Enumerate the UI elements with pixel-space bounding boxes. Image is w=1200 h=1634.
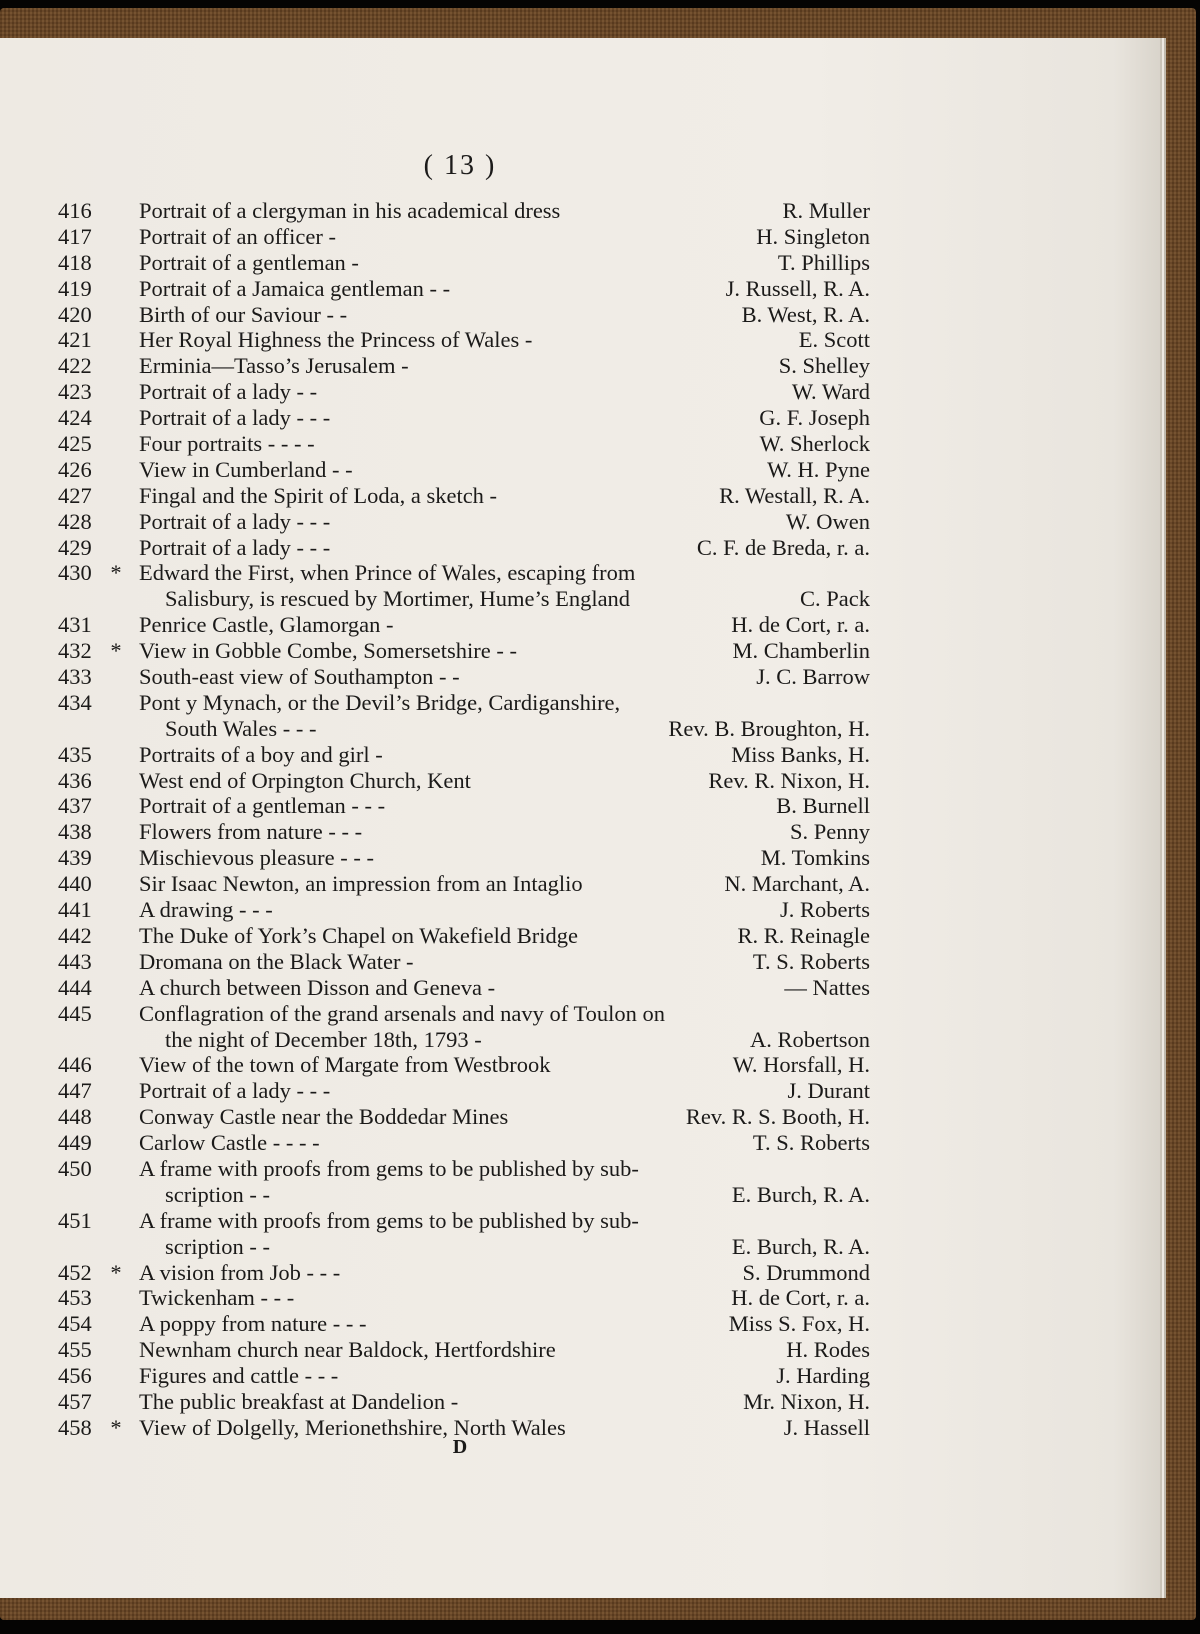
entry-artist: Rev. B. Broughton, H. (668, 715, 870, 741)
entry-artist: R. R. Reinagle (737, 922, 870, 948)
new-exhibitor-mark: * (110, 1414, 122, 1440)
entry-number: 442 (58, 922, 92, 948)
entry-artist: B. West, R. A. (741, 301, 870, 327)
catalogue-entry (58, 1052, 870, 1078)
entry-title: Pont y Mynach, or the Devil’s Bridge, Cardiganshire, (139, 689, 621, 715)
entry-number: 424 (58, 405, 92, 431)
catalogue-entry (58, 198, 870, 224)
entry-title: View in Cumberland - - (139, 456, 353, 482)
entry-number: 437 (58, 793, 92, 819)
entry-artist: J. Roberts (780, 897, 870, 923)
entry-artist: N. Marchant, A. (724, 871, 870, 897)
entry-artist: J. Durant (787, 1078, 870, 1104)
new-exhibitor-mark: * (110, 638, 122, 664)
entry-number: 458 (58, 1414, 92, 1440)
entry-title: Figures and cattle - - - (139, 1363, 339, 1389)
entry-artist: M. Chamberlin (732, 638, 870, 664)
entry-number: 418 (58, 249, 92, 275)
entry-title: West end of Orpington Church, Kent (139, 767, 471, 793)
entry-artist: Rev. R. Nixon, H. (708, 767, 870, 793)
entry-title: South-east view of Southampton - - (139, 664, 460, 690)
catalogue-entry (58, 1078, 870, 1104)
entry-artist: C. Pack (800, 586, 870, 612)
entry-title: Portrait of a clergyman in his academical dress (139, 198, 561, 223)
entry-title: A drawing - - - (139, 897, 273, 923)
entry-title: Birth of our Saviour - - (139, 301, 348, 327)
catalogue-entry (58, 250, 870, 276)
catalogue-entry-continuation (58, 716, 870, 742)
catalogue-entry (58, 302, 870, 328)
entry-number: 457 (58, 1388, 92, 1414)
catalogue-entry-continuation (58, 1234, 870, 1260)
entry-number: 435 (58, 741, 92, 767)
entry-artist: Miss Banks, H. (731, 741, 870, 767)
catalogue-entry (58, 1363, 870, 1389)
entry-artist: Mr. Nixon, H. (743, 1388, 870, 1414)
catalogue-entry (58, 1311, 870, 1337)
entry-artist: — Nattes (784, 974, 870, 1000)
entry-title: Mischievous pleasure - - - (139, 845, 374, 871)
entry-number: 454 (58, 1311, 92, 1337)
entry-artist: E. Burch, R. A. (731, 1233, 870, 1259)
entry-title: scription - - (165, 1181, 270, 1207)
entry-artist: H. de Cort, r. a. (731, 612, 870, 638)
entry-title: Sir Isaac Newton, an impression from an Intaglio (139, 871, 583, 897)
entry-number: 432 (58, 638, 92, 664)
entry-number: 447 (58, 1078, 92, 1104)
entry-number: 430 (58, 560, 92, 586)
entry-title: scription - - (165, 1233, 270, 1259)
entry-artist: S. Drummond (742, 1259, 870, 1285)
entry-artist: W. Sherlock (759, 431, 870, 457)
entry-number: 425 (58, 431, 92, 457)
entry-artist: E. Burch, R. A. (731, 1181, 870, 1207)
entry-artist: A. Robertson (750, 1026, 870, 1052)
catalogue-entry (58, 509, 870, 535)
entry-artist: J. C. Barrow (756, 664, 870, 690)
entry-number: 451 (58, 1207, 92, 1233)
entry-number: 456 (58, 1363, 92, 1389)
catalogue-entry (58, 560, 870, 586)
entry-artist: J. Hassell (783, 1414, 870, 1440)
catalogue-entry (58, 1130, 870, 1156)
entry-artist: M. Tomkins (760, 845, 870, 871)
entry-artist: J. Russell, R. A. (725, 275, 870, 301)
entry-title: View in Gobble Combe, Somersetshire - - (139, 638, 517, 664)
catalogue-entry (58, 1389, 870, 1415)
entry-number: 422 (58, 353, 92, 379)
entry-title: Portrait of a gentleman - - - (139, 793, 386, 819)
entry-title: Portrait of a Jamaica gentleman - - (139, 275, 451, 301)
entry-title: Portrait of an officer - (139, 223, 337, 249)
entry-artist: W. H. Pyne (767, 456, 870, 482)
entry-number: 433 (58, 664, 92, 690)
catalogue-entry (58, 949, 870, 975)
entry-number: 453 (58, 1285, 92, 1311)
catalogue-entry (58, 457, 870, 483)
catalogue-entry (58, 1337, 870, 1363)
entry-title: Newnham church near Baldock, Hertfordshire (139, 1337, 556, 1363)
catalogue-entry (58, 923, 870, 949)
entry-artist: Miss S. Fox, H. (728, 1311, 870, 1337)
catalogue-entry (58, 379, 870, 405)
catalogue-entry (58, 975, 870, 1001)
entry-artist: J. Harding (776, 1363, 870, 1389)
entry-title: View of Dolgelly, Merionethshire, North Wales (139, 1414, 566, 1440)
catalogue-entry (58, 1260, 870, 1286)
entry-number: 438 (58, 819, 92, 845)
catalogue-entry (58, 638, 870, 664)
entry-artist: T. Phillips (777, 249, 870, 275)
entry-number: 434 (58, 689, 92, 715)
entry-number: 436 (58, 767, 92, 793)
catalogue-entry (58, 793, 870, 819)
entry-number: 444 (58, 974, 92, 1000)
entry-title: Portrait of a lady - - - (139, 508, 331, 534)
entry-title: The public breakfast at Dandelion - (139, 1388, 459, 1414)
entry-number: 448 (58, 1104, 92, 1130)
entry-artist: S. Shelley (778, 353, 870, 379)
entry-artist: H. de Cort, r. a. (731, 1285, 870, 1311)
entry-title: Portrait of a lady - - - (139, 1078, 331, 1104)
signature-mark: D (452, 1436, 468, 1458)
entry-title: A frame with proofs from gems to be published by sub- (139, 1207, 639, 1233)
entry-title: South Wales - - - (165, 715, 317, 741)
entry-number: 421 (58, 327, 92, 353)
catalogue-entry (58, 1104, 870, 1130)
entry-title: Conflagration of the grand arsenals and navy of Toulon on (139, 1000, 666, 1026)
entry-number: 431 (58, 612, 92, 638)
entry-artist: W. Horsfall, H. (732, 1052, 870, 1078)
catalogue-list (58, 198, 870, 1441)
entry-artist: H. Rodes (786, 1337, 870, 1363)
entry-title: Four portraits - - - - (139, 431, 315, 457)
entry-artist: W. Ward (791, 379, 870, 405)
entry-title: Twickenham - - - (139, 1285, 295, 1311)
entry-number: 439 (58, 845, 92, 871)
catalogue-entry-continuation (58, 1027, 870, 1053)
catalogue-entry (58, 483, 870, 509)
catalogue-entry (58, 224, 870, 250)
entry-artist: R. Westall, R. A. (719, 482, 870, 508)
catalogue-entry (58, 1001, 870, 1027)
entry-artist: G. F. Joseph (759, 405, 870, 431)
new-exhibitor-mark: * (110, 560, 122, 586)
entry-number: 417 (58, 223, 92, 249)
entry-title: Portrait of a lady - - (139, 379, 318, 405)
entry-number: 446 (58, 1052, 92, 1078)
entry-title: the night of December 18th, 1793 - (165, 1026, 482, 1052)
entry-title: A frame with proofs from gems to be published by sub- (139, 1155, 639, 1181)
catalogue-entry (58, 845, 870, 871)
entry-artist: W. Owen (785, 508, 870, 534)
entry-artist: T. S. Roberts (752, 1130, 870, 1156)
entry-title: Her Royal Highness the Princess of Wales - (139, 327, 533, 353)
entry-artist: H. Singleton (756, 223, 870, 249)
catalogue-entry (58, 1285, 870, 1311)
catalogue-entry (58, 535, 870, 561)
entry-title: Portrait of a gentleman - (139, 249, 359, 275)
entry-title: Flowers from nature - - - (139, 819, 363, 845)
entry-title: Conway Castle near the Boddedar Mines (139, 1104, 509, 1130)
entry-artist: R. Muller (782, 198, 870, 223)
entry-title: View of the town of Margate from Westbrook (139, 1052, 551, 1078)
entry-title: Salisbury, is rescued by Mortimer, Hume’s England (165, 586, 631, 612)
entry-number: 449 (58, 1130, 92, 1156)
catalogue-entry (58, 327, 870, 353)
entry-artist: T. S. Roberts (752, 948, 870, 974)
catalogue-entry (58, 276, 870, 302)
entry-number: 440 (58, 871, 92, 897)
entry-title: A poppy from nature - - - (139, 1311, 367, 1337)
catalogue-entry (58, 742, 870, 768)
catalogue-entry (58, 690, 870, 716)
entry-number: 420 (58, 301, 92, 327)
entry-number: 416 (58, 198, 92, 223)
entry-title: Portraits of a boy and girl - (139, 741, 383, 767)
entry-title: Penrice Castle, Glamorgan - (139, 612, 394, 638)
page-number: ( 13 ) (423, 150, 497, 181)
catalogue-page (0, 38, 1160, 1598)
catalogue-entry (58, 664, 870, 690)
entry-artist: Rev. R. S. Booth, H. (685, 1104, 870, 1130)
catalogue-entry (58, 612, 870, 638)
catalogue-entry (58, 819, 870, 845)
entry-number: 428 (58, 508, 92, 534)
catalogue-entry (58, 431, 870, 457)
entry-number: 426 (58, 456, 92, 482)
entry-title: The Duke of York’s Chapel on Wakefield Bridge (139, 922, 578, 948)
catalogue-entry (58, 405, 870, 431)
entry-title: Erminia—Tasso’s Jerusalem - (139, 353, 409, 379)
entry-title: Fingal and the Spirit of Loda, a sketch - (139, 482, 498, 508)
catalogue-entry-continuation (58, 1182, 870, 1208)
entry-number: 429 (58, 534, 92, 560)
entry-title: Carlow Castle - - - - (139, 1130, 320, 1156)
catalogue-entry (58, 871, 870, 897)
catalogue-entry (58, 1156, 870, 1182)
entry-number: 445 (58, 1000, 92, 1026)
entry-artist: C. F. de Breda, r. a. (696, 534, 870, 560)
catalogue-entry (58, 768, 870, 794)
entry-title: Portrait of a lady - - - (139, 534, 331, 560)
entry-artist: B. Burnell (776, 793, 870, 819)
entry-number: 443 (58, 948, 92, 974)
entry-number: 427 (58, 482, 92, 508)
entry-number: 419 (58, 275, 92, 301)
entry-artist: S. Penny (789, 819, 870, 845)
catalogue-entry (58, 353, 870, 379)
entry-artist: E. Scott (798, 327, 870, 353)
catalogue-entry-continuation (58, 586, 870, 612)
entry-number: 452 (58, 1259, 92, 1285)
entry-number: 441 (58, 897, 92, 923)
entry-title: A church between Disson and Geneva - (139, 974, 496, 1000)
catalogue-entry (58, 1208, 870, 1234)
entry-number: 455 (58, 1337, 92, 1363)
entry-title: Edward the First, when Prince of Wales, escaping from (139, 560, 636, 586)
entry-title: A vision from Job - - - (139, 1259, 341, 1285)
entry-number: 423 (58, 379, 92, 405)
catalogue-entry (58, 897, 870, 923)
new-exhibitor-mark: * (110, 1259, 122, 1285)
entry-title: Portrait of a lady - - - (139, 405, 331, 431)
entry-title: Dromana on the Black Water - (139, 948, 414, 974)
entry-number: 450 (58, 1155, 92, 1181)
